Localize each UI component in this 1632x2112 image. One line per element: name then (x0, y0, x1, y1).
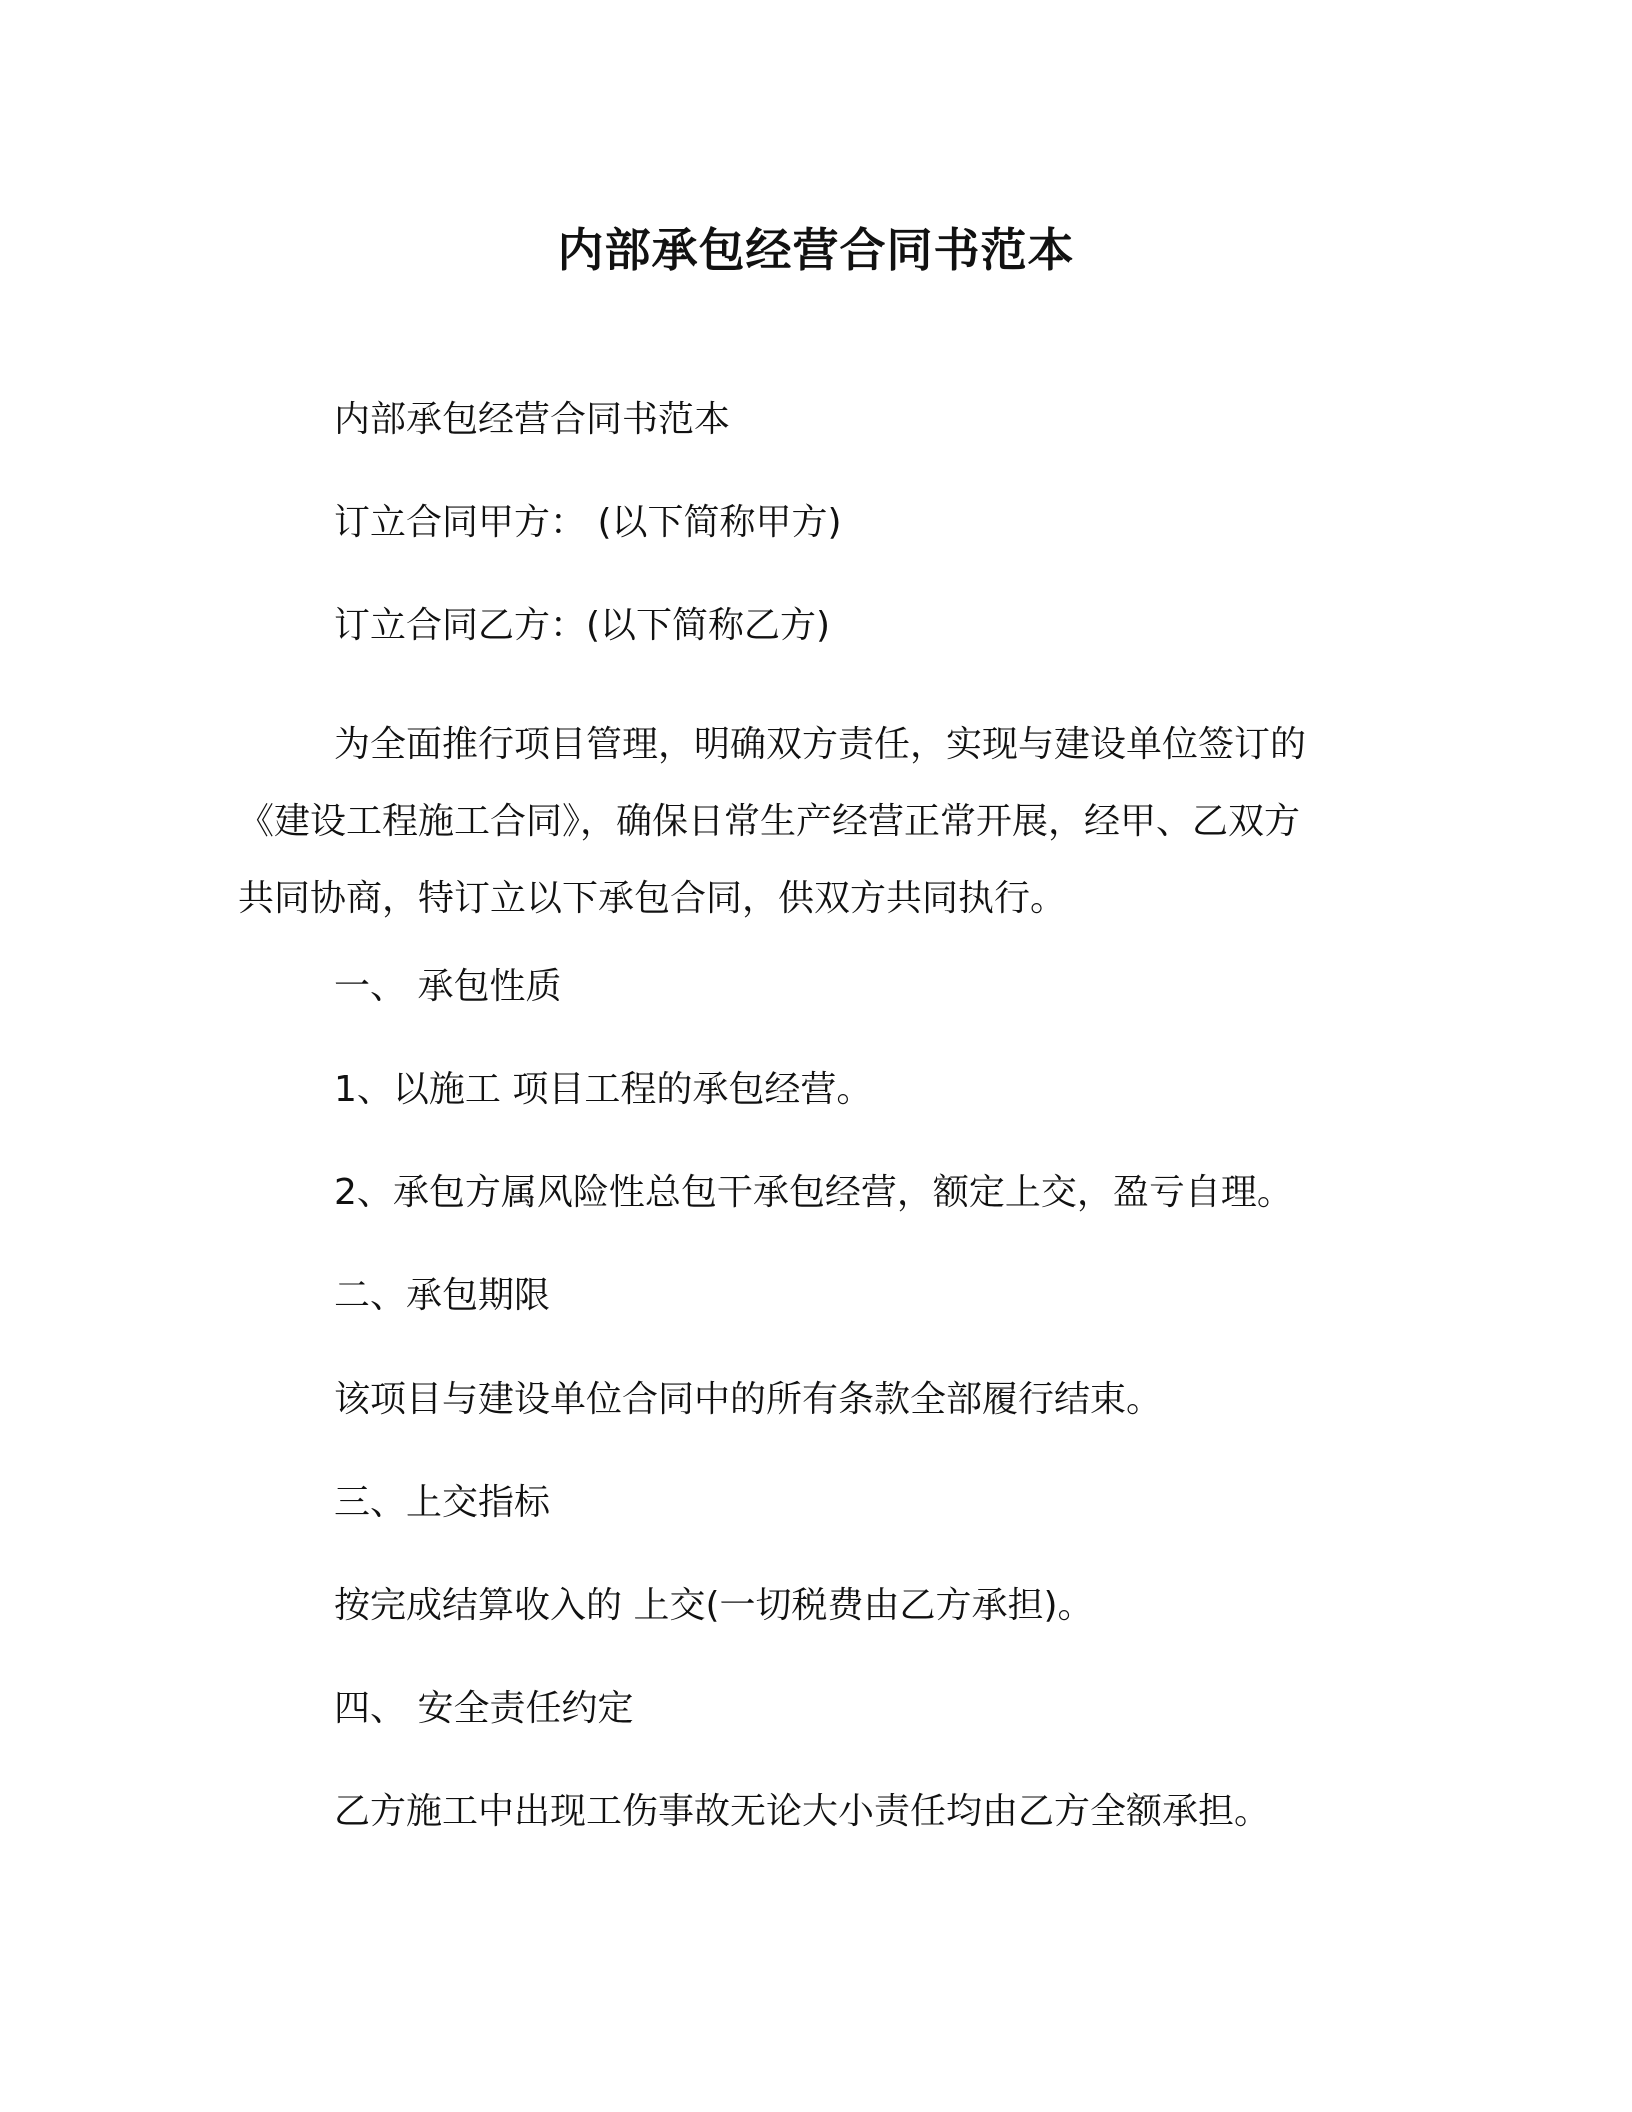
preamble-paragraph (238, 706, 1378, 937)
section-heading-4: 四、 安全责任约定 (334, 1688, 634, 1729)
preamble-line-3: 共同协商，特订立以下承包合同，供双方共同执行。 (238, 878, 1067, 919)
document-title: 内部承包经营合同书范本 (557, 223, 1075, 277)
party-b-line: 订立合同乙方：(以下简称乙方) (334, 605, 831, 646)
section-3-item-1: 按完成结算收入的 上交(一切税费由乙方承担)。 (334, 1585, 1094, 1626)
preamble-line-2: 《建设工程施工合同》，确保日常生产经营正常开展，经甲、乙双方 (238, 801, 1301, 842)
section-heading-2: 二、承包期限 (334, 1275, 551, 1316)
section-1-item-2: 2、承包方属风险性总包干承包经营，额定上交，盈亏自理。 (334, 1172, 1293, 1213)
party-a-line: 订立合同甲方： (以下简称甲方) (334, 502, 842, 543)
preamble-line-1: 为全面推行项目管理，明确双方责任，实现与建设单位签订的 (334, 724, 1307, 765)
section-heading-1: 一、 承包性质 (334, 966, 562, 1007)
section-4-item-1: 乙方施工中出现工伤事故无论大小责任均由乙方全额承担。 (334, 1791, 1271, 1832)
document-subtitle: 内部承包经营合同书范本 (334, 399, 731, 440)
section-1-item-1: 1、以施工 项目工程的承包经营。 (334, 1069, 873, 1110)
section-2-item-1: 该项目与建设单位合同中的所有条款全部履行结束。 (334, 1379, 1163, 1420)
section-heading-3: 三、上交指标 (334, 1482, 551, 1523)
